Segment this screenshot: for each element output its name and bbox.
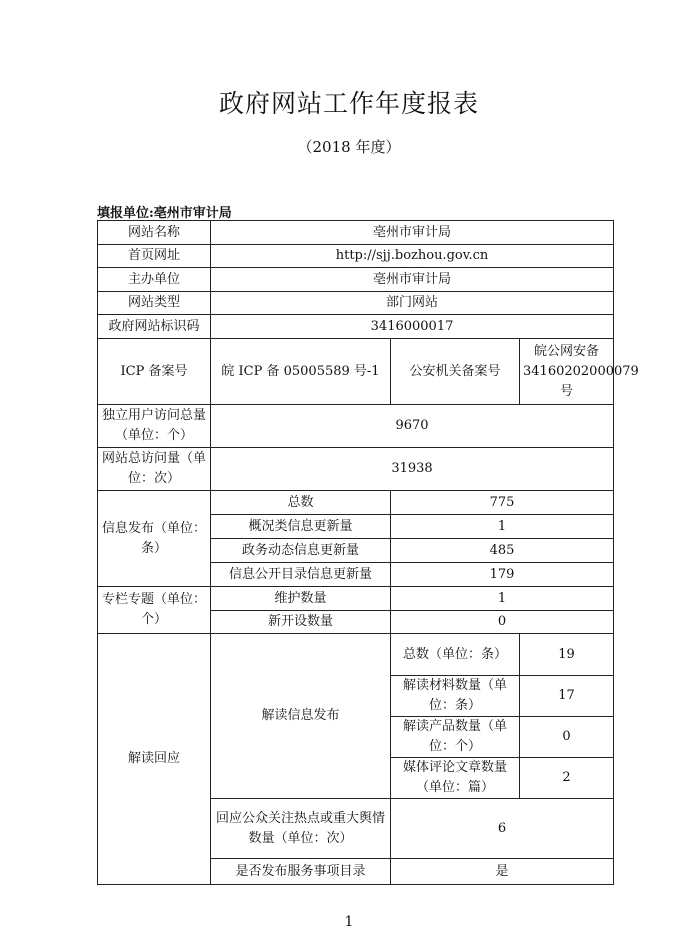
news-update-value: 485	[391, 539, 614, 563]
police-record-label: 公安机关备案号	[391, 339, 520, 405]
row-label: 解读材料数量（单位：条）	[391, 676, 520, 717]
row-label: 总数	[211, 491, 391, 515]
row-label: 回应公众关注热点或重大舆情数量（单位：次）	[211, 799, 391, 859]
table-row	[98, 634, 614, 676]
interp-material-value: 17	[520, 676, 614, 717]
filing-unit: 填报单位:亳州市审计局	[97, 206, 232, 221]
row-label: 是否发布服务事项目录	[211, 859, 391, 885]
row-label: 媒体评论文章数量（单位：篇）	[391, 758, 520, 799]
table-row	[98, 339, 614, 405]
table-row	[98, 448, 614, 491]
table-row	[98, 245, 614, 268]
table-row	[98, 315, 614, 339]
page-title: 政府网站工作年度报表	[218, 89, 479, 118]
interpretation-publish-label: 解读信息发布	[211, 634, 391, 799]
row-label: 主办单位	[98, 268, 211, 292]
table-row	[98, 292, 614, 315]
police-record-value: 皖公网安备 34160202000079 号	[520, 339, 614, 405]
disclosure-update-value: 179	[391, 563, 614, 587]
table-row	[98, 491, 614, 515]
row-label: 网站总访问量（单位：次）	[98, 448, 211, 491]
columns-label: 专栏专题（单位：个）	[98, 587, 211, 634]
unique-visitors-value: 9670	[211, 405, 614, 448]
row-label: 信息公开目录信息更新量	[211, 563, 391, 587]
page-number: 1	[344, 914, 354, 930]
info-publish-label: 信息发布（单位：条）	[98, 491, 211, 587]
site-code-value: 3416000017	[211, 315, 614, 339]
icp-number-value: 皖 ICP 备 05005589 号-1	[211, 339, 391, 405]
row-label: 政府网站标识码	[98, 315, 211, 339]
site-name-value: 亳州市审计局	[211, 221, 614, 245]
row-label: 网站类型	[98, 292, 211, 315]
interp-total-value: 19	[520, 634, 614, 676]
info-total-value: 775	[391, 491, 614, 515]
sponsor-value: 亳州市审计局	[211, 268, 614, 292]
site-type-value: 部门网站	[211, 292, 614, 315]
table-row	[98, 221, 614, 245]
interp-product-value: 0	[520, 717, 614, 758]
row-label: 独立用户访问总量（单位：个）	[98, 405, 211, 448]
row-label: 解读产品数量（单位：个）	[391, 717, 520, 758]
service-catalog-value: 是	[391, 859, 614, 885]
row-label: 总数（单位：条）	[391, 634, 520, 676]
row-label: 维护数量	[211, 587, 391, 611]
interpretation-label: 解读回应	[98, 634, 211, 885]
columns-maintained-value: 1	[391, 587, 614, 611]
interp-media-value: 2	[520, 758, 614, 799]
response-count-value: 6	[391, 799, 614, 859]
report-table	[97, 220, 639, 885]
homepage-url-value: http://sjj.bozhou.gov.cn	[211, 245, 614, 268]
row-label: 政务动态信息更新量	[211, 539, 391, 563]
row-label: 新开设数量	[211, 611, 391, 634]
table-row	[98, 405, 614, 448]
table-row	[98, 268, 614, 292]
columns-new-value: 0	[391, 611, 614, 634]
row-label: 首页网址	[98, 245, 211, 268]
row-label: 概况类信息更新量	[211, 515, 391, 539]
row-label: 网站名称	[98, 221, 211, 245]
overview-update-value: 1	[391, 515, 614, 539]
report-year: （2018 年度）	[297, 138, 401, 156]
row-label: ICP 备案号	[98, 339, 211, 405]
table-row	[98, 587, 614, 611]
total-visits-value: 31938	[211, 448, 614, 491]
